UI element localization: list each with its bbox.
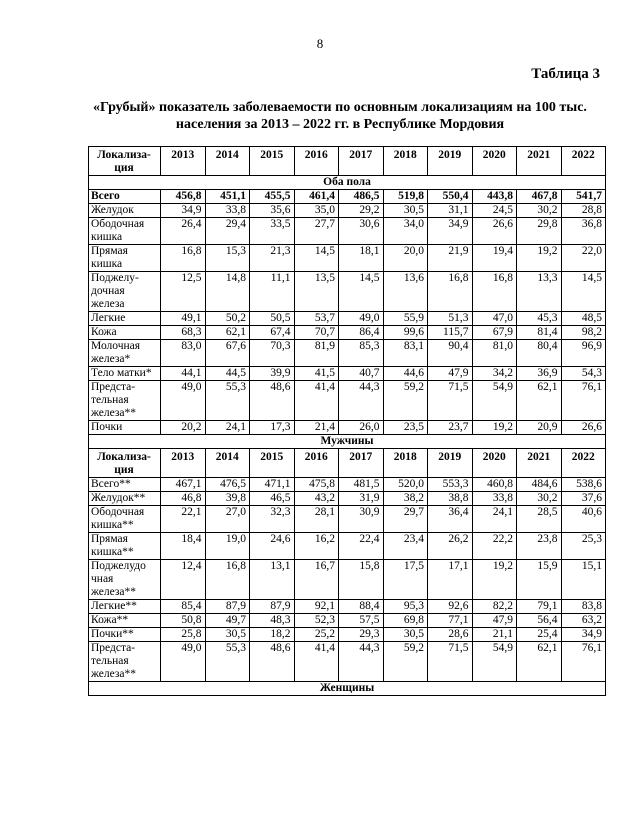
header-year-cell: 2017 xyxy=(339,147,384,176)
header-row xyxy=(89,147,606,176)
value-cell: 471,1 xyxy=(250,478,295,492)
value-cell: 26,6 xyxy=(561,421,606,435)
value-cell: 24,5 xyxy=(472,204,517,218)
value-cell: 55,9 xyxy=(383,312,428,326)
table-row xyxy=(89,272,606,312)
table-row xyxy=(89,245,606,272)
header-year-cell: 2021 xyxy=(517,147,562,176)
value-cell: 17,5 xyxy=(383,560,428,600)
value-cell: 23,7 xyxy=(428,421,473,435)
value-cell: 19,2 xyxy=(472,560,517,600)
header-year-cell: 2022 xyxy=(561,449,606,478)
value-cell: 67,4 xyxy=(250,326,295,340)
value-cell: 28,1 xyxy=(294,506,339,533)
value-cell: 39,9 xyxy=(250,367,295,381)
value-cell: 99,6 xyxy=(383,326,428,340)
value-cell: 92,6 xyxy=(428,600,473,614)
value-cell: 44,5 xyxy=(205,367,250,381)
value-cell: 45,3 xyxy=(517,312,562,326)
value-cell: 37,6 xyxy=(561,492,606,506)
value-cell: 22,0 xyxy=(561,245,606,272)
value-cell: 31,1 xyxy=(428,204,473,218)
value-cell: 14,5 xyxy=(294,245,339,272)
value-cell: 44,6 xyxy=(383,367,428,381)
value-cell: 55,3 xyxy=(205,642,250,682)
table-row xyxy=(89,326,606,340)
value-cell: 47,9 xyxy=(428,367,473,381)
value-cell: 115,7 xyxy=(428,326,473,340)
row-label: Кожа** xyxy=(89,614,161,628)
value-cell: 14,5 xyxy=(339,272,384,312)
value-cell: 59,2 xyxy=(383,642,428,682)
value-cell: 34,9 xyxy=(561,628,606,642)
value-cell: 29,8 xyxy=(517,218,562,245)
value-cell: 22,1 xyxy=(161,506,206,533)
value-cell: 467,1 xyxy=(161,478,206,492)
value-cell: 52,3 xyxy=(294,614,339,628)
value-cell: 50,2 xyxy=(205,312,250,326)
value-cell: 12,5 xyxy=(161,272,206,312)
value-cell: 17,3 xyxy=(250,421,295,435)
row-label: Молочная железа* xyxy=(89,340,161,367)
row-label: Прямая кишка** xyxy=(89,533,161,560)
value-cell: 48,3 xyxy=(250,614,295,628)
value-cell: 85,4 xyxy=(161,600,206,614)
value-cell: 76,1 xyxy=(561,381,606,421)
value-cell: 76,1 xyxy=(561,642,606,682)
value-cell: 81,0 xyxy=(472,340,517,367)
value-cell: 13,6 xyxy=(383,272,428,312)
value-cell: 40,7 xyxy=(339,367,384,381)
value-cell: 26,0 xyxy=(339,421,384,435)
value-cell: 62,1 xyxy=(517,642,562,682)
value-cell: 15,9 xyxy=(517,560,562,600)
value-cell: 13,3 xyxy=(517,272,562,312)
value-cell: 83,0 xyxy=(161,340,206,367)
value-cell: 40,6 xyxy=(561,506,606,533)
value-cell: 33,5 xyxy=(250,218,295,245)
header-label-cell: Локализа-ция xyxy=(89,449,161,478)
value-cell: 21,3 xyxy=(250,245,295,272)
value-cell: 46,8 xyxy=(161,492,206,506)
value-cell: 16,8 xyxy=(472,272,517,312)
value-cell: 47,9 xyxy=(472,614,517,628)
value-cell: 87,9 xyxy=(205,600,250,614)
value-cell: 41,4 xyxy=(294,642,339,682)
value-cell: 27,7 xyxy=(294,218,339,245)
table-title: «Грубый» показатель заболеваемости по основным локализациям на 100 тыс. населения за 2013 – 2022 гг. в Республике Мордовия xyxy=(93,100,587,132)
value-cell: 81,9 xyxy=(294,340,339,367)
value-cell: 56,4 xyxy=(517,614,562,628)
value-cell: 59,2 xyxy=(383,381,428,421)
value-cell: 13,5 xyxy=(294,272,339,312)
value-cell: 35,6 xyxy=(250,204,295,218)
header-year-cell: 2018 xyxy=(383,449,428,478)
row-label: Желудок xyxy=(89,204,161,218)
value-cell: 467,8 xyxy=(517,190,562,204)
value-cell: 476,5 xyxy=(205,478,250,492)
table-row xyxy=(89,312,606,326)
value-cell: 86,4 xyxy=(339,326,384,340)
value-cell: 92,1 xyxy=(294,600,339,614)
value-cell: 28,8 xyxy=(561,204,606,218)
value-cell: 33,8 xyxy=(205,204,250,218)
value-cell: 30,5 xyxy=(205,628,250,642)
value-cell: 62,1 xyxy=(205,326,250,340)
value-cell: 443,8 xyxy=(472,190,517,204)
header-year-cell: 2014 xyxy=(205,147,250,176)
value-cell: 80,4 xyxy=(517,340,562,367)
table-row xyxy=(89,492,606,506)
row-label: Тело матки* xyxy=(89,367,161,381)
value-cell: 34,9 xyxy=(161,204,206,218)
value-cell: 30,6 xyxy=(339,218,384,245)
row-label: Кожа xyxy=(89,326,161,340)
value-cell: 34,2 xyxy=(472,367,517,381)
value-cell: 54,3 xyxy=(561,367,606,381)
value-cell: 30,2 xyxy=(517,204,562,218)
table-row xyxy=(89,600,606,614)
value-cell: 24,1 xyxy=(205,421,250,435)
value-cell: 451,1 xyxy=(205,190,250,204)
value-cell: 23,8 xyxy=(517,533,562,560)
value-cell: 15,1 xyxy=(561,560,606,600)
value-cell: 34,0 xyxy=(383,218,428,245)
value-cell: 19,0 xyxy=(205,533,250,560)
value-cell: 25,8 xyxy=(161,628,206,642)
section-title: Женщины xyxy=(89,682,606,696)
value-cell: 54,9 xyxy=(472,642,517,682)
value-cell: 20,9 xyxy=(517,421,562,435)
value-cell: 28,6 xyxy=(428,628,473,642)
table-label: Таблица 3 xyxy=(531,66,600,82)
row-label: Прямая кишка xyxy=(89,245,161,272)
value-cell: 519,8 xyxy=(383,190,428,204)
value-cell: 25,3 xyxy=(561,533,606,560)
value-cell: 62,1 xyxy=(517,381,562,421)
value-cell: 16,8 xyxy=(205,560,250,600)
value-cell: 39,8 xyxy=(205,492,250,506)
value-cell: 43,2 xyxy=(294,492,339,506)
value-cell: 49,0 xyxy=(161,642,206,682)
value-cell: 15,3 xyxy=(205,245,250,272)
value-cell: 50,5 xyxy=(250,312,295,326)
value-cell: 460,8 xyxy=(472,478,517,492)
value-cell: 550,4 xyxy=(428,190,473,204)
value-cell: 16,7 xyxy=(294,560,339,600)
header-year-cell: 2021 xyxy=(517,449,562,478)
table-row xyxy=(89,340,606,367)
value-cell: 22,4 xyxy=(339,533,384,560)
section-row xyxy=(89,682,606,696)
value-cell: 30,5 xyxy=(383,204,428,218)
value-cell: 48,5 xyxy=(561,312,606,326)
value-cell: 22,2 xyxy=(472,533,517,560)
row-label: Почки xyxy=(89,421,161,435)
value-cell: 20,0 xyxy=(383,245,428,272)
value-cell: 48,6 xyxy=(250,381,295,421)
table-row xyxy=(89,560,606,600)
value-cell: 47,0 xyxy=(472,312,517,326)
value-cell: 19,2 xyxy=(472,421,517,435)
row-label: Легкие** xyxy=(89,600,161,614)
header-year-cell: 2016 xyxy=(294,449,339,478)
value-cell: 83,1 xyxy=(383,340,428,367)
header-year-cell: 2015 xyxy=(250,147,295,176)
header-year-cell: 2019 xyxy=(428,147,473,176)
value-cell: 26,2 xyxy=(428,533,473,560)
value-cell: 33,8 xyxy=(472,492,517,506)
value-cell: 456,8 xyxy=(161,190,206,204)
header-year-cell: 2020 xyxy=(472,147,517,176)
value-cell: 13,1 xyxy=(250,560,295,600)
value-cell: 17,1 xyxy=(428,560,473,600)
value-cell: 14,8 xyxy=(205,272,250,312)
value-cell: 49,0 xyxy=(339,312,384,326)
value-cell: 63,2 xyxy=(561,614,606,628)
value-cell: 25,2 xyxy=(294,628,339,642)
value-cell: 24,1 xyxy=(472,506,517,533)
value-cell: 32,3 xyxy=(250,506,295,533)
value-cell: 30,9 xyxy=(339,506,384,533)
value-cell: 26,4 xyxy=(161,218,206,245)
value-cell: 541,7 xyxy=(561,190,606,204)
value-cell: 69,8 xyxy=(383,614,428,628)
value-cell: 23,5 xyxy=(383,421,428,435)
value-cell: 25,4 xyxy=(517,628,562,642)
value-cell: 475,8 xyxy=(294,478,339,492)
value-cell: 55,3 xyxy=(205,381,250,421)
row-label: Легкие xyxy=(89,312,161,326)
value-cell: 81,4 xyxy=(517,326,562,340)
header-year-cell: 2016 xyxy=(294,147,339,176)
value-cell: 30,2 xyxy=(517,492,562,506)
value-cell: 90,4 xyxy=(428,340,473,367)
value-cell: 18,1 xyxy=(339,245,384,272)
table-row xyxy=(89,218,606,245)
table-row xyxy=(89,628,606,642)
value-cell: 19,4 xyxy=(472,245,517,272)
value-cell: 36,8 xyxy=(561,218,606,245)
row-label: Предста-тельная железа** xyxy=(89,381,161,421)
table-row xyxy=(89,190,606,204)
table-row xyxy=(89,204,606,218)
value-cell: 12,4 xyxy=(161,560,206,600)
value-cell: 95,3 xyxy=(383,600,428,614)
value-cell: 49,1 xyxy=(161,312,206,326)
row-label: Поджелудо чная железа** xyxy=(89,560,161,600)
value-cell: 18,4 xyxy=(161,533,206,560)
value-cell: 20,2 xyxy=(161,421,206,435)
value-cell: 50,8 xyxy=(161,614,206,628)
page-number: 8 xyxy=(316,36,324,51)
value-cell: 71,5 xyxy=(428,642,473,682)
header-year-cell: 2020 xyxy=(472,449,517,478)
value-cell: 38,2 xyxy=(383,492,428,506)
value-cell: 49,0 xyxy=(161,381,206,421)
value-cell: 23,4 xyxy=(383,533,428,560)
value-cell: 455,5 xyxy=(250,190,295,204)
value-cell: 34,9 xyxy=(428,218,473,245)
value-cell: 29,3 xyxy=(339,628,384,642)
row-label: Всего** xyxy=(89,478,161,492)
value-cell: 57,5 xyxy=(339,614,384,628)
value-cell: 29,7 xyxy=(383,506,428,533)
table-row xyxy=(89,642,606,682)
value-cell: 51,3 xyxy=(428,312,473,326)
value-cell: 96,9 xyxy=(561,340,606,367)
value-cell: 24,6 xyxy=(250,533,295,560)
value-cell: 87,9 xyxy=(250,600,295,614)
header-year-cell: 2014 xyxy=(205,449,250,478)
value-cell: 16,2 xyxy=(294,533,339,560)
value-cell: 98,2 xyxy=(561,326,606,340)
header-year-cell: 2013 xyxy=(161,147,206,176)
value-cell: 46,5 xyxy=(250,492,295,506)
section-title: Мужчины xyxy=(89,435,606,449)
row-label: Поджелу-дочная железа xyxy=(89,272,161,312)
value-cell: 71,5 xyxy=(428,381,473,421)
header-year-cell: 2019 xyxy=(428,449,473,478)
value-cell: 41,4 xyxy=(294,381,339,421)
value-cell: 14,5 xyxy=(561,272,606,312)
row-label: Ободочная кишка** xyxy=(89,506,161,533)
value-cell: 35,0 xyxy=(294,204,339,218)
value-cell: 21,4 xyxy=(294,421,339,435)
header-year-cell: 2022 xyxy=(561,147,606,176)
value-cell: 67,9 xyxy=(472,326,517,340)
value-cell: 11,1 xyxy=(250,272,295,312)
header-row xyxy=(89,449,606,478)
value-cell: 79,1 xyxy=(517,600,562,614)
header-year-cell: 2015 xyxy=(250,449,295,478)
value-cell: 83,8 xyxy=(561,600,606,614)
value-cell: 77,1 xyxy=(428,614,473,628)
value-cell: 486,5 xyxy=(339,190,384,204)
value-cell: 553,3 xyxy=(428,478,473,492)
header-year-cell: 2018 xyxy=(383,147,428,176)
value-cell: 36,4 xyxy=(428,506,473,533)
row-label: Желудок** xyxy=(89,492,161,506)
table-row xyxy=(89,533,606,560)
value-cell: 16,8 xyxy=(161,245,206,272)
value-cell: 18,2 xyxy=(250,628,295,642)
value-cell: 85,3 xyxy=(339,340,384,367)
value-cell: 29,4 xyxy=(205,218,250,245)
header-year-cell: 2017 xyxy=(339,449,384,478)
value-cell: 49,7 xyxy=(205,614,250,628)
row-label: Предста-тельная железа** xyxy=(89,642,161,682)
header-label-cell: Локализа-ция xyxy=(89,147,161,176)
header-year-cell: 2013 xyxy=(161,449,206,478)
value-cell: 44,3 xyxy=(339,381,384,421)
value-cell: 520,0 xyxy=(383,478,428,492)
value-cell: 70,3 xyxy=(250,340,295,367)
value-cell: 26,6 xyxy=(472,218,517,245)
table-row xyxy=(89,381,606,421)
table-row xyxy=(89,478,606,492)
value-cell: 538,6 xyxy=(561,478,606,492)
value-cell: 29,2 xyxy=(339,204,384,218)
value-cell: 484,6 xyxy=(517,478,562,492)
value-cell: 31,9 xyxy=(339,492,384,506)
value-cell: 19,2 xyxy=(517,245,562,272)
value-cell: 27,0 xyxy=(205,506,250,533)
incidence-table xyxy=(88,146,606,696)
table-row xyxy=(89,367,606,381)
section-title: Оба пола xyxy=(89,176,606,190)
value-cell: 67,6 xyxy=(205,340,250,367)
value-cell: 481,5 xyxy=(339,478,384,492)
value-cell: 461,4 xyxy=(294,190,339,204)
value-cell: 15,8 xyxy=(339,560,384,600)
value-cell: 53,7 xyxy=(294,312,339,326)
row-label: Ободочная кишка xyxy=(89,218,161,245)
value-cell: 28,5 xyxy=(517,506,562,533)
table-row xyxy=(89,421,606,435)
section-row xyxy=(89,176,606,190)
value-cell: 88,4 xyxy=(339,600,384,614)
value-cell: 82,2 xyxy=(472,600,517,614)
value-cell: 21,9 xyxy=(428,245,473,272)
section-row xyxy=(89,435,606,449)
value-cell: 36,9 xyxy=(517,367,562,381)
value-cell: 30,5 xyxy=(383,628,428,642)
value-cell: 48,6 xyxy=(250,642,295,682)
table-row xyxy=(89,506,606,533)
value-cell: 44,3 xyxy=(339,642,384,682)
value-cell: 68,3 xyxy=(161,326,206,340)
value-cell: 41,5 xyxy=(294,367,339,381)
value-cell: 38,8 xyxy=(428,492,473,506)
value-cell: 44,1 xyxy=(161,367,206,381)
value-cell: 70,7 xyxy=(294,326,339,340)
value-cell: 21,1 xyxy=(472,628,517,642)
row-label: Почки** xyxy=(89,628,161,642)
table-row xyxy=(89,614,606,628)
value-cell: 54,9 xyxy=(472,381,517,421)
value-cell: 16,8 xyxy=(428,272,473,312)
row-label: Всего xyxy=(89,190,161,204)
